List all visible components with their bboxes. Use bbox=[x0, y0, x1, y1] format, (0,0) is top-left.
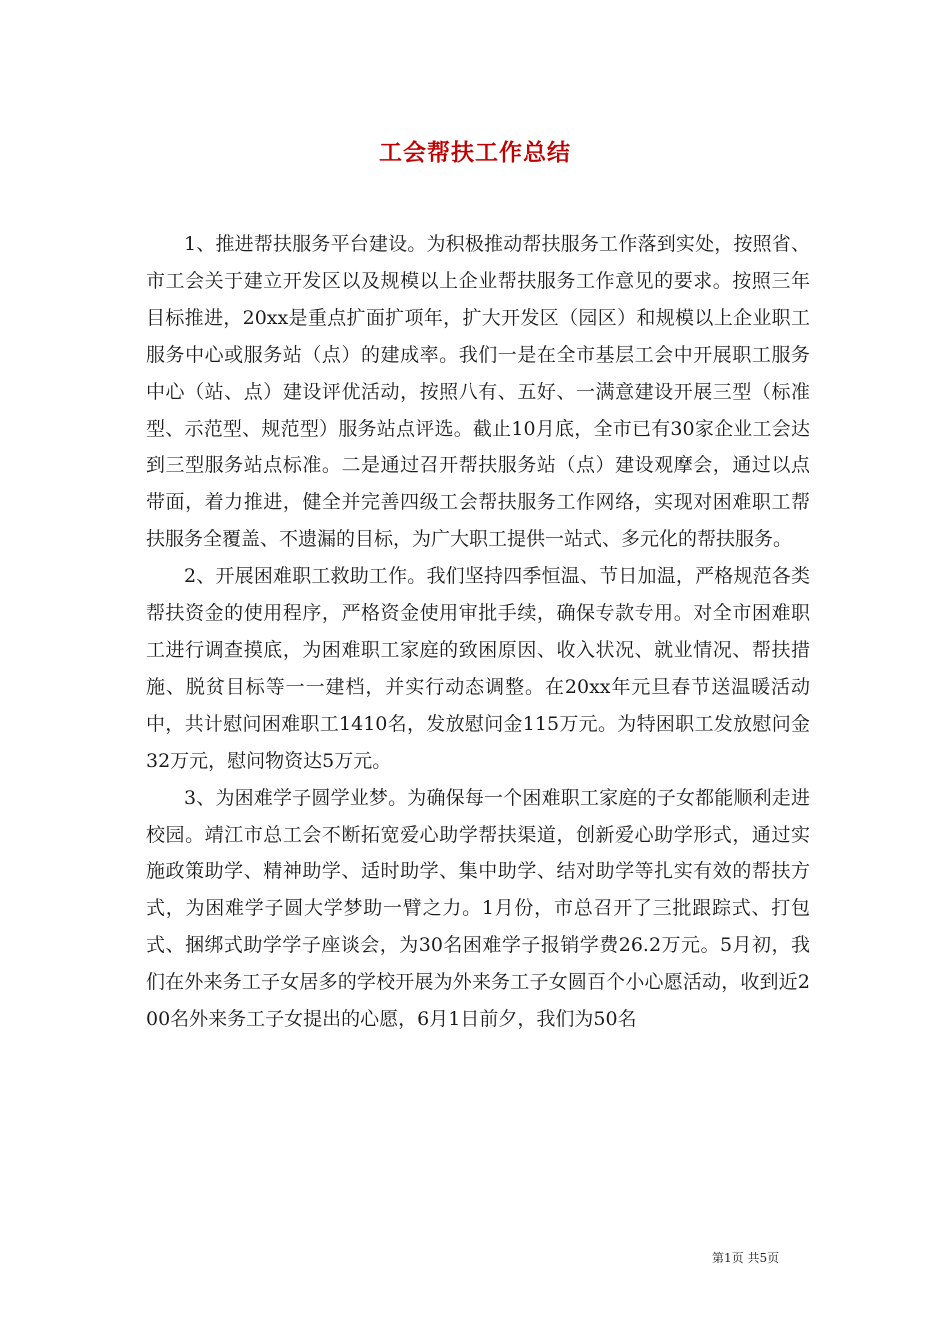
page-number-footer: 第1页 共5页 bbox=[712, 1251, 780, 1265]
document-body bbox=[146, 226, 810, 1038]
paragraph-3: 3、为困难学子圆学业梦。为确保每一个困难职工家庭的子女都能顺利走进校园。靖江市总工会不断拓宽爱心助学帮扶渠道，创新爱心助学形式，通过实施政策助学、精神助学、适时助学、集中助学、结对助学等扎实有效的帮扶方式，为困难学子圆大学梦助一臂之力。1月份，市总召开了三批跟踪式、打包式、捆绑式助学学子座谈会，为30名困难学子报销学费26.2万元。5月初，我们在外来务工子女居多的学校开展为外来务工子女圆百个小心愿活动，收到近200名外来务工子女提出的心愿，6月1日前夕，我们为50名 bbox=[146, 786, 810, 1031]
document-title: 工会帮扶工作总结 bbox=[379, 140, 571, 166]
paragraph-2: 2、开展困难职工救助工作。我们坚持四季恒温、节日加温，严格规范各类帮扶资金的使用程序，严格资金使用审批手续，确保专款专用。对全市困难职工进行调查摸底，为困难职工家庭的致困原因、收入状况、就业情况、帮扶措施、脱贫目标等一一建档，并实行动态调整。在20xx年元旦春节送温暖活动中，共计慰问困难职工1410名，发放慰问金115万元。为特困职工发放慰问金32万元，慰问物资达5万元。 bbox=[146, 565, 810, 772]
paragraph-1: 1、推进帮扶服务平台建设。为积极推动帮扶服务工作落到实处，按照省、市工会关于建立开发区以及规模以上企业帮扶服务工作意见的要求。按照三年目标推进，20xx是重点扩面扩项年，扩大开发区（园区）和规模以上企业职工服务中心或服务站（点）的建成率。我们一是在全市基层工会中开展职工服务中心（站、点）建设评优活动，按照八有、五好、一满意建设开展三型（标准型、示范型、规范型）服务站点评选。截止10月底，全市已有30家企业工会达到三型服务站点标准。二是通过召开帮扶服务站（点）建设观摩会，通过以点带面，着力推进，健全并完善四级工会帮扶服务工作网络，实现对困难职工帮扶服务全覆盖、不遗漏的目标，为广大职工提供一站式、多元化的帮扶服务。 bbox=[146, 233, 810, 551]
